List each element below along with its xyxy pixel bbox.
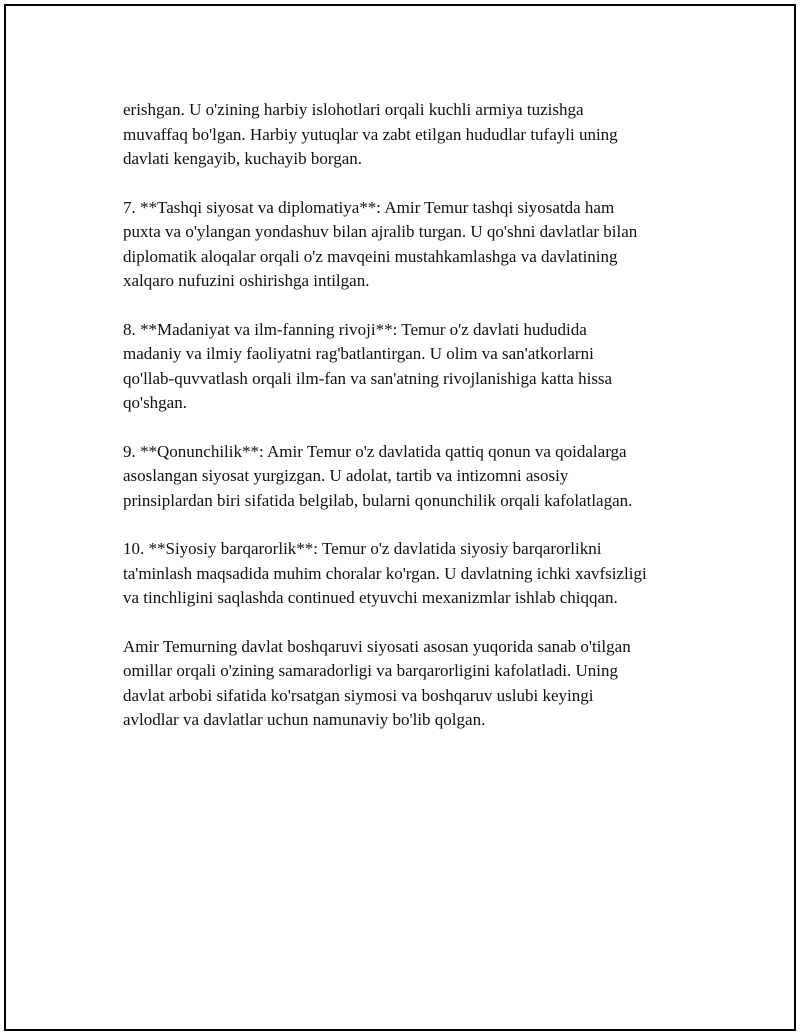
- paragraph-intro-continued: erishgan. U o'zining harbiy islohotlari orqali kuchli armiya tuzishga muvaffaq bo'lgan. Harbiy yutuqlar va zabt etilgan hududlar tufayli uning davlati kengayib, kuchayib borgan.: [123, 100, 618, 168]
- paragraph-political-stability: 10. **Siyosiy barqarorlik**: Temur o'z davlatida siyosiy barqarorlikni ta'minlash maqsadida muhim choralar ko'rgan. U davlatning ichki xavfsizligi va tinchligini saqlashda continued etyuvchi mexanizmlar ishlab chiqqan.: [123, 539, 647, 607]
- document-body: [123, 98, 703, 757]
- paragraph-conclusion: Amir Temurning davlat boshqaruvi siyosati asosan yuqorida sanab o'tilgan omillar orqali o'zining samaradorligi va barqarorligini kafolatladi. Uning davlat arbobi sifatida ko'rsatgan siymosi va boshqaruv uslubi keyingi avlodlar va davlatlar uchun namunaviy bo'lib qolgan.: [123, 636, 631, 729]
- paragraph-culture-science: 8. **Madaniyat va ilm-fanning rivoji**: Temur o'z davlati hududida madaniy va ilmiy faoliyatni rag'batlantirgan. U olim va san'atkorlarni qo'llab-quvvatlash orqali ilm-fan va san'atning rivojlanishiga katta hissa qo'shgan.: [123, 319, 613, 412]
- page-frame: [4, 4, 796, 1031]
- paragraph-foreign-policy: 7. **Tashqi siyosat va diplomatiya**: Amir Temur tashqi siyosatda ham puxta va o'ylangan yondashuv bilan ajralib turgan. U qo'shni davlatlar bilan diplomatik aloqalar orqali o'z mavqeini mustahkamlashga va davlatining xalqaro nufuzini oshirishga intilgan.: [123, 197, 638, 290]
- paragraph-legislation: 9. **Qonunchilik**: Amir Temur o'z davlatida qattiq qonun va qoidalarga asoslangan siyosat yurgizgan. U adolat, tartib va intizomni asosiy prinsiplardan biri sifatida belgilab, bularni qonunchilik orqali kafolatlagan.: [123, 441, 633, 510]
